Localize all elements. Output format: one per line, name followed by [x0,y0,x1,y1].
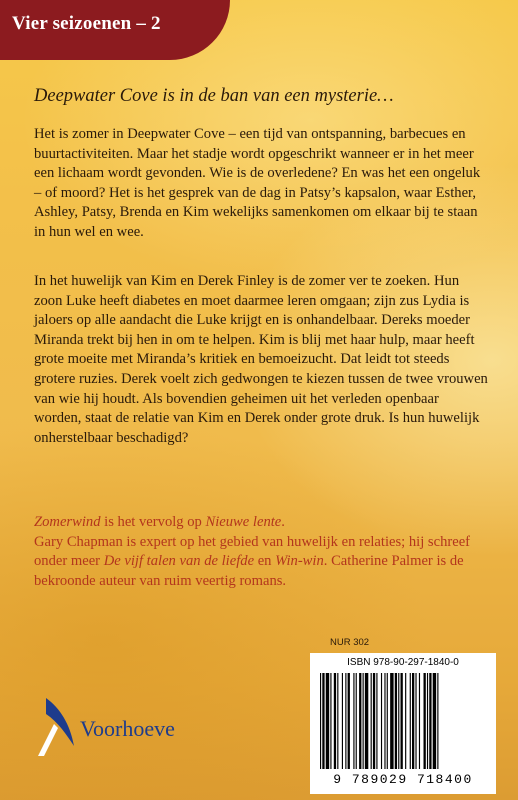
barcode-digits: 9 789029 718400 [333,772,473,787]
barcode-bar [373,673,375,769]
barcode-bar [412,673,414,769]
barcode-bar [384,673,385,769]
barcode-bar [429,673,431,769]
isbn-barcode [310,653,496,794]
credits-fragment: en [254,553,276,570]
barcode-bar [424,673,426,769]
barcode-bar [365,673,368,769]
barcode-bar [419,673,420,769]
barcode-bars [318,673,488,771]
barcode-bar [337,673,338,769]
barcode-bar [390,673,393,769]
barcode-bar [326,673,329,769]
barcode-bar [433,673,436,769]
credits-fragment: . Catherine Palmer is de bekroonde auteur van ruim veertig romans. [34,553,464,589]
barcode-bar [371,673,372,769]
barcode-bar [405,673,406,769]
blurb-paragraph-1: Het is zomer in Deepwater Cove – een tijd van ontspanning, barbecues en buurtactiviteiten. Maar het stadje wordt opgeschrikt wanneer er in het meer een lichaam wordt gevonden. Wie is de overledene? En was het een ongeluk – of moord? Het is het gesprek van de dag in Patsy’s kapsalon, waar Esther, Ashley, Patsy, Brenda en Kim wekelijks samenkomen om elkaar bij te staan in hun wel en wee. [34,126,481,240]
barcode-bar [359,673,361,769]
barcode-bar [410,673,411,769]
barcode-bar [398,673,399,769]
barcode-bar [356,673,357,769]
publisher-name: Voorhoeve [80,716,175,741]
isbn-label: ISBN 978-90-297-1840-0 [347,657,459,668]
barcode-bar [348,673,350,769]
barcode-bar [427,673,428,769]
series-title: Vier seizoenen – 2 [12,13,161,34]
blurb-paragraph-2: In het huwelijk van Kim en Derek Finley is de zomer ver te zoeken. Hun zoon Luke heeft diabetes en moet daarmee leren omgaan; zijn zus Lydia is jaloers op alle aandacht die Luke krijgt en is onhandelbaar. Dereks moeder Miranda trekt bij hen in om te helpen. Kim is blij met haar hulp, maar heeft grote moeite met Miranda’s kritiek en bemoeizucht. Dat leidt tot steeds grotere ruzies. Derek voelt zich gedwongen te kiezen tussen de twee vrouwen van wie hij houdt. Als bovendien geheimen uit het verleden openbaar worden, staat de relatie van Kim en Derek onder grote druk. Is hun huwelijk onherstelbaar beschadigd? [34,273,488,446]
barcode-bar [353,673,354,769]
barcode-bar [330,673,331,769]
book-title-win-win: Win-win [275,553,324,570]
barcode-bar [437,673,438,769]
barcode-bar [334,673,336,769]
credits-fragment: is het vervolg op [100,514,206,530]
barcode-bar [415,673,416,769]
barcode-bar [320,673,321,769]
book-title-nieuwe-lente: Nieuwe lente [205,514,282,530]
barcode-bar [376,673,377,769]
barcode-bar [401,673,403,769]
barcode-bar [342,673,343,769]
credits-text [34,513,489,591]
barcode-bar [363,673,364,769]
publisher-logo-icon [34,694,78,758]
barcode-bar [395,673,397,769]
series-banner [0,0,230,60]
nur-code: NUR 302 [330,637,370,648]
barcode-bar [345,673,346,769]
barcode-bar [381,673,382,769]
barcode-bar [322,673,324,769]
book-title-zomerwind: Zomerwind [34,514,101,530]
credits-fragment: Gary Chapman is expert op het gebied van huwelijk en relaties; hij schreef onder meer [34,533,471,570]
tagline: Deepwater Cove is in de ban van een mysterie… [34,86,394,106]
credits-fragment: . [281,514,285,530]
book-title-vijf-talen: De vijf talen van de liefde [103,553,255,570]
barcode-bar [387,673,388,769]
